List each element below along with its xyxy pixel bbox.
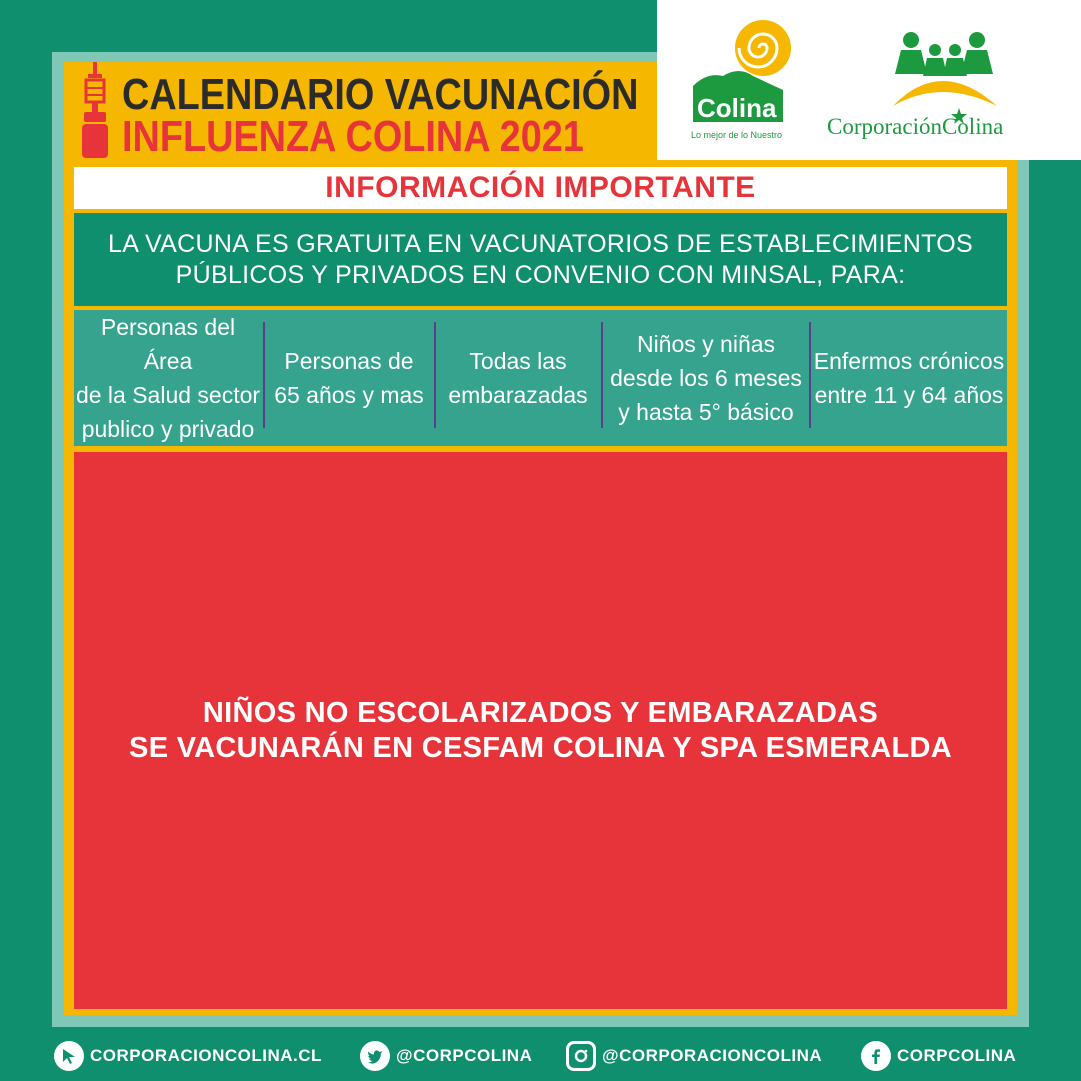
group-chronic-patients: Enfermos crónicos entre 11 y 64 años (813, 348, 1005, 408)
colina-logo-text: Colina (697, 93, 777, 123)
facebook-handle: CORPCOLINA (897, 1046, 1017, 1065)
statement-line-1: LA VACUNA ES GRATUITA EN VACUNATORIOS DE ESTABLECIMIENTOS (108, 229, 973, 258)
footer-website-link[interactable] (54, 1040, 322, 1072)
corporacion-colina-logo (823, 26, 1073, 142)
group-pregnant: Todas las embarazadas (448, 348, 588, 408)
colina-logo-tagline: Lo mejor de lo Nuestro (691, 130, 783, 140)
group-health-workers: Personas del Área de la Salud sector publico y privado (75, 314, 261, 442)
group-children: Niños y niñas desde los 6 meses y hasta 5° básico (610, 331, 802, 425)
footer-twitter-link[interactable] (360, 1040, 532, 1072)
important-info-bar (74, 167, 1007, 209)
instagram-handle: @CORPORACIONCOLINA (602, 1046, 823, 1065)
target-groups-row (74, 310, 1007, 446)
twitter-handle: @CORPCOLINA (396, 1046, 533, 1065)
group-seniors: Personas de 65 años y mas (274, 348, 424, 408)
instagram-icon (566, 1041, 596, 1071)
notice-panel (74, 452, 1007, 1009)
title-line-1: CALENDARIO VACUNACIÓN (122, 70, 639, 119)
facebook-icon (861, 1041, 891, 1071)
colina-municipality-logo (687, 14, 817, 144)
logo-panel (657, 0, 1081, 160)
footer-facebook-link[interactable] (861, 1040, 1016, 1072)
title-line-2: INFLUENZA COLINA 2021 (122, 112, 584, 161)
cursor-icon (54, 1041, 84, 1071)
twitter-icon (360, 1041, 390, 1071)
corporacion-logo-text: CorporaciónColina (827, 114, 1004, 139)
notice-text: NIÑOS NO ESCOLARIZADOS Y EMBARAZADAS SE VACUNARÁN EN CESFAM COLINA Y SPA ESMERALDA (129, 696, 952, 764)
important-info-label: INFORMACIÓN IMPORTANTE (325, 171, 756, 204)
website-text: CORPORACIONCOLINA.CL (90, 1046, 322, 1065)
vaccine-syringe-icon (78, 62, 112, 160)
footer-instagram-link[interactable] (566, 1040, 822, 1072)
free-vaccine-statement (74, 213, 1007, 306)
statement-line-2: PÚBLICOS Y PRIVADOS EN CONVENIO CON MINSAL, PARA: (175, 260, 906, 289)
